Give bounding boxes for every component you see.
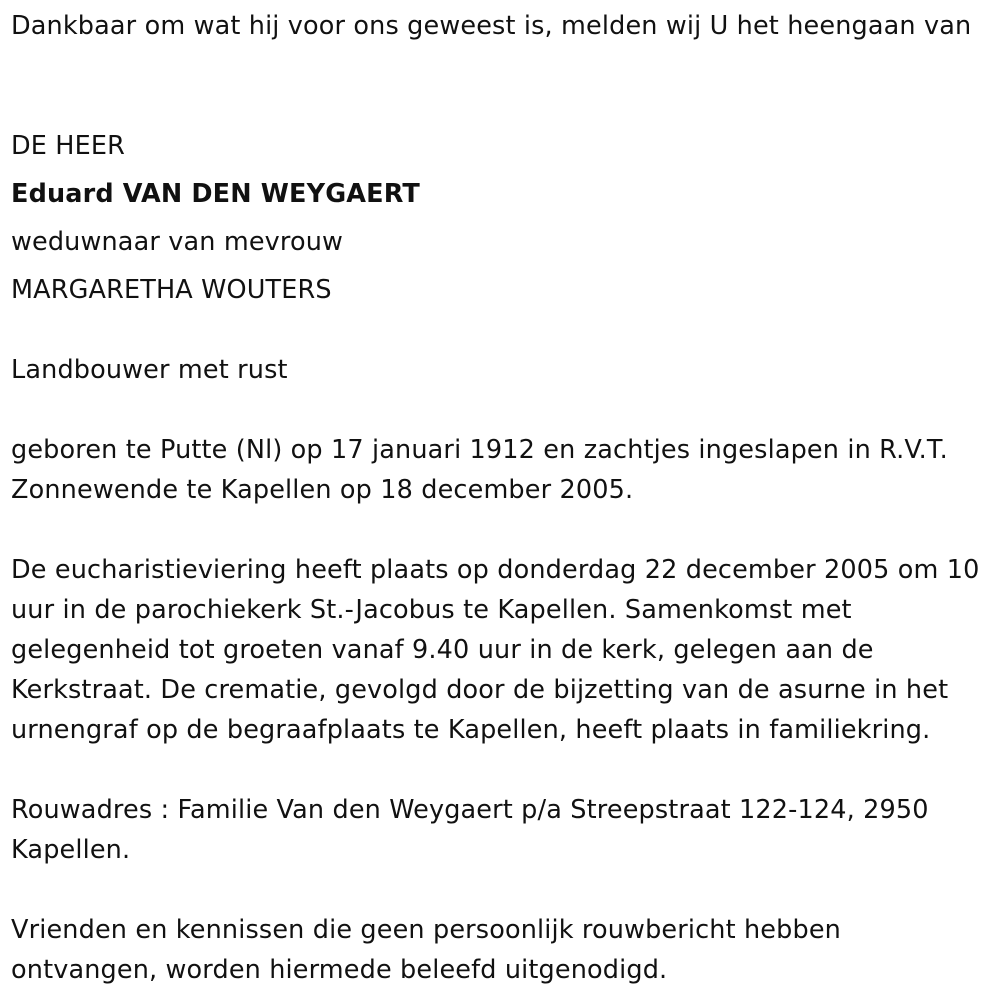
address-paragraph: Rouwadres : Familie Van den Weygaert p/a Streepstraat 122-124, 2950 Kapellen.: [11, 795, 929, 865]
occupation-line: Landbouwer met rust: [11, 355, 288, 385]
deceased-name: Eduard VAN DEN WEYGAERT: [11, 179, 420, 209]
ceremony-paragraph: De eucharistieviering heeft plaats op donderdag 22 december 2005 om 10 uur in de parochiekerk St.-Jacobus te Kapellen. Samenkomst met gelegenheid tot groeten vanaf 9.40 uur in de kerk, gelegen aan de Kerkstraat. De crematie, gevolgd door de bijzetting van de asurne in het urnengraf op de begraafplaats te Kapellen, heeft plaats in familiekring.: [11, 555, 980, 745]
birth-death-paragraph: geboren te Putte (Nl) op 17 januari 1912 en zachtjes ingeslapen in R.V.T. Zonnewende te Kapellen op 18 december 2005.: [11, 435, 948, 505]
relation-line: weduwnaar van mevrouw: [11, 227, 344, 257]
spouse-name: MARGARETHA WOUTERS: [11, 275, 332, 305]
honorific-title: DE HEER: [11, 131, 126, 161]
closing-paragraph: Vrienden en kennissen die geen persoonlijk rouwbericht hebben ontvangen, worden hiermede beleefd uitgenodigd.: [11, 915, 841, 985]
intro-paragraph: Dankbaar om wat hij voor ons geweest is, melden wij U het heengaan van: [11, 11, 972, 41]
